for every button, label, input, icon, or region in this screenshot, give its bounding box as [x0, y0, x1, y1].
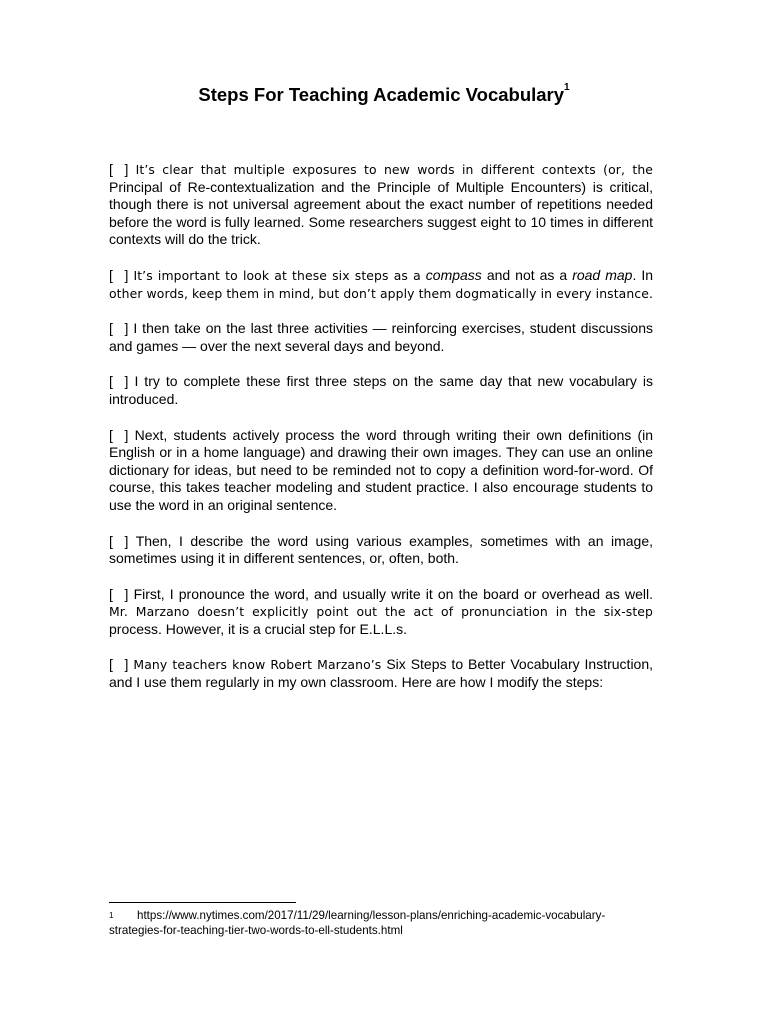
checkbox[interactable]: [ ] — [109, 161, 129, 177]
checkbox[interactable]: [ ] — [109, 532, 129, 549]
paragraph-alt: Mr. Marzano doesn’t explicitly point out the act of pronunciation in the six-step — [109, 604, 653, 620]
paragraph-mid2: . In — [632, 266, 653, 283]
paragraph-next — [109, 427, 653, 515]
italic-compass: compass — [425, 266, 482, 283]
footnote — [109, 909, 659, 938]
paragraph-mid: and not as a — [486, 266, 568, 283]
paragraph-head: First, I pronounce the word, and usually write it on the board or overhead as well. — [133, 585, 653, 602]
paragraph-tail: process. However, it is a crucial step for E.L.L.s. — [109, 620, 408, 637]
checkbox[interactable]: [ ] — [109, 426, 129, 443]
paragraph-tail: other words, keep them in mind, but don’t apply them dogmatically in every instance. — [109, 285, 653, 301]
paragraph-then — [109, 533, 653, 568]
title-footnote-mark: 1 — [564, 82, 570, 93]
checkbox[interactable]: [ ] — [109, 373, 129, 390]
paragraph-body: Principal of Re-contextualization and the Principle of Multiple Encounters) is critical, though there is not universal agreement about the exact number of repetitions needed before the word is fully learned. Some researchers suggest eight to 10 times in different contexts will do the trick. — [109, 178, 653, 248]
paragraph-text: I try to complete these first three steps on the same day that new vocabulary is introduced. — [109, 373, 653, 407]
italic-road-map: road map — [572, 266, 633, 283]
footnote-divider — [109, 902, 296, 903]
checkbox[interactable]: [ ] — [109, 656, 129, 673]
paragraph-text: Then, I describe the word using various examples, sometimes with an image, sometimes using it in different sentences, or, often, both. — [109, 532, 653, 567]
footnote-url[interactable]: https://www.nytimes.com/2017/11/29/learning/lesson-plans/enriching-academic-vocabulary-strategies-for-teaching-tier-two-words-to-ell-students.html — [109, 909, 606, 937]
checkbox[interactable]: [ ] — [109, 585, 129, 602]
paragraph-marzano — [109, 656, 653, 691]
paragraph-tail: Six Steps to Better Vocabulary Instruction, and I use them regularly in my own classroom. Here are how I modify the steps: — [109, 656, 654, 691]
paragraph-first-three — [109, 373, 653, 408]
footnote-mark: 1 — [109, 911, 114, 920]
paragraph-list — [109, 161, 653, 710]
paragraph-lead: It’s important to look at these six steps as a — [133, 267, 421, 283]
paragraph-alt: Many teachers know Robert Marzano’s — [133, 657, 382, 673]
paragraph-multiple-exposures — [109, 161, 653, 249]
paragraph-lead: It’s clear that multiple exposures to new words in different contexts (or, the — [135, 162, 653, 177]
page-title-text: Steps For Teaching Academic Vocabulary — [198, 84, 565, 105]
checkbox[interactable]: [ ] — [109, 266, 129, 283]
paragraph-first — [109, 586, 653, 639]
paragraph-text: Next, students actively process the word through writing their own definitions (in English or in a home language) and drawing their own images. They can use an online dictionary for ideas, but need to be reminded not to copy a definition word-for-word. Of course, this takes teacher modeling and student practice. I also encourage students to use the word in an original sentence. — [109, 426, 653, 513]
checkbox[interactable]: [ ] — [109, 320, 129, 337]
paragraph-last-three — [109, 320, 653, 355]
page-title — [0, 84, 768, 106]
paragraph-compass — [109, 267, 653, 302]
paragraph-text: I then take on the last three activities — reinforcing exercises, student discussions and games — over the next several days and beyond. — [109, 320, 653, 354]
